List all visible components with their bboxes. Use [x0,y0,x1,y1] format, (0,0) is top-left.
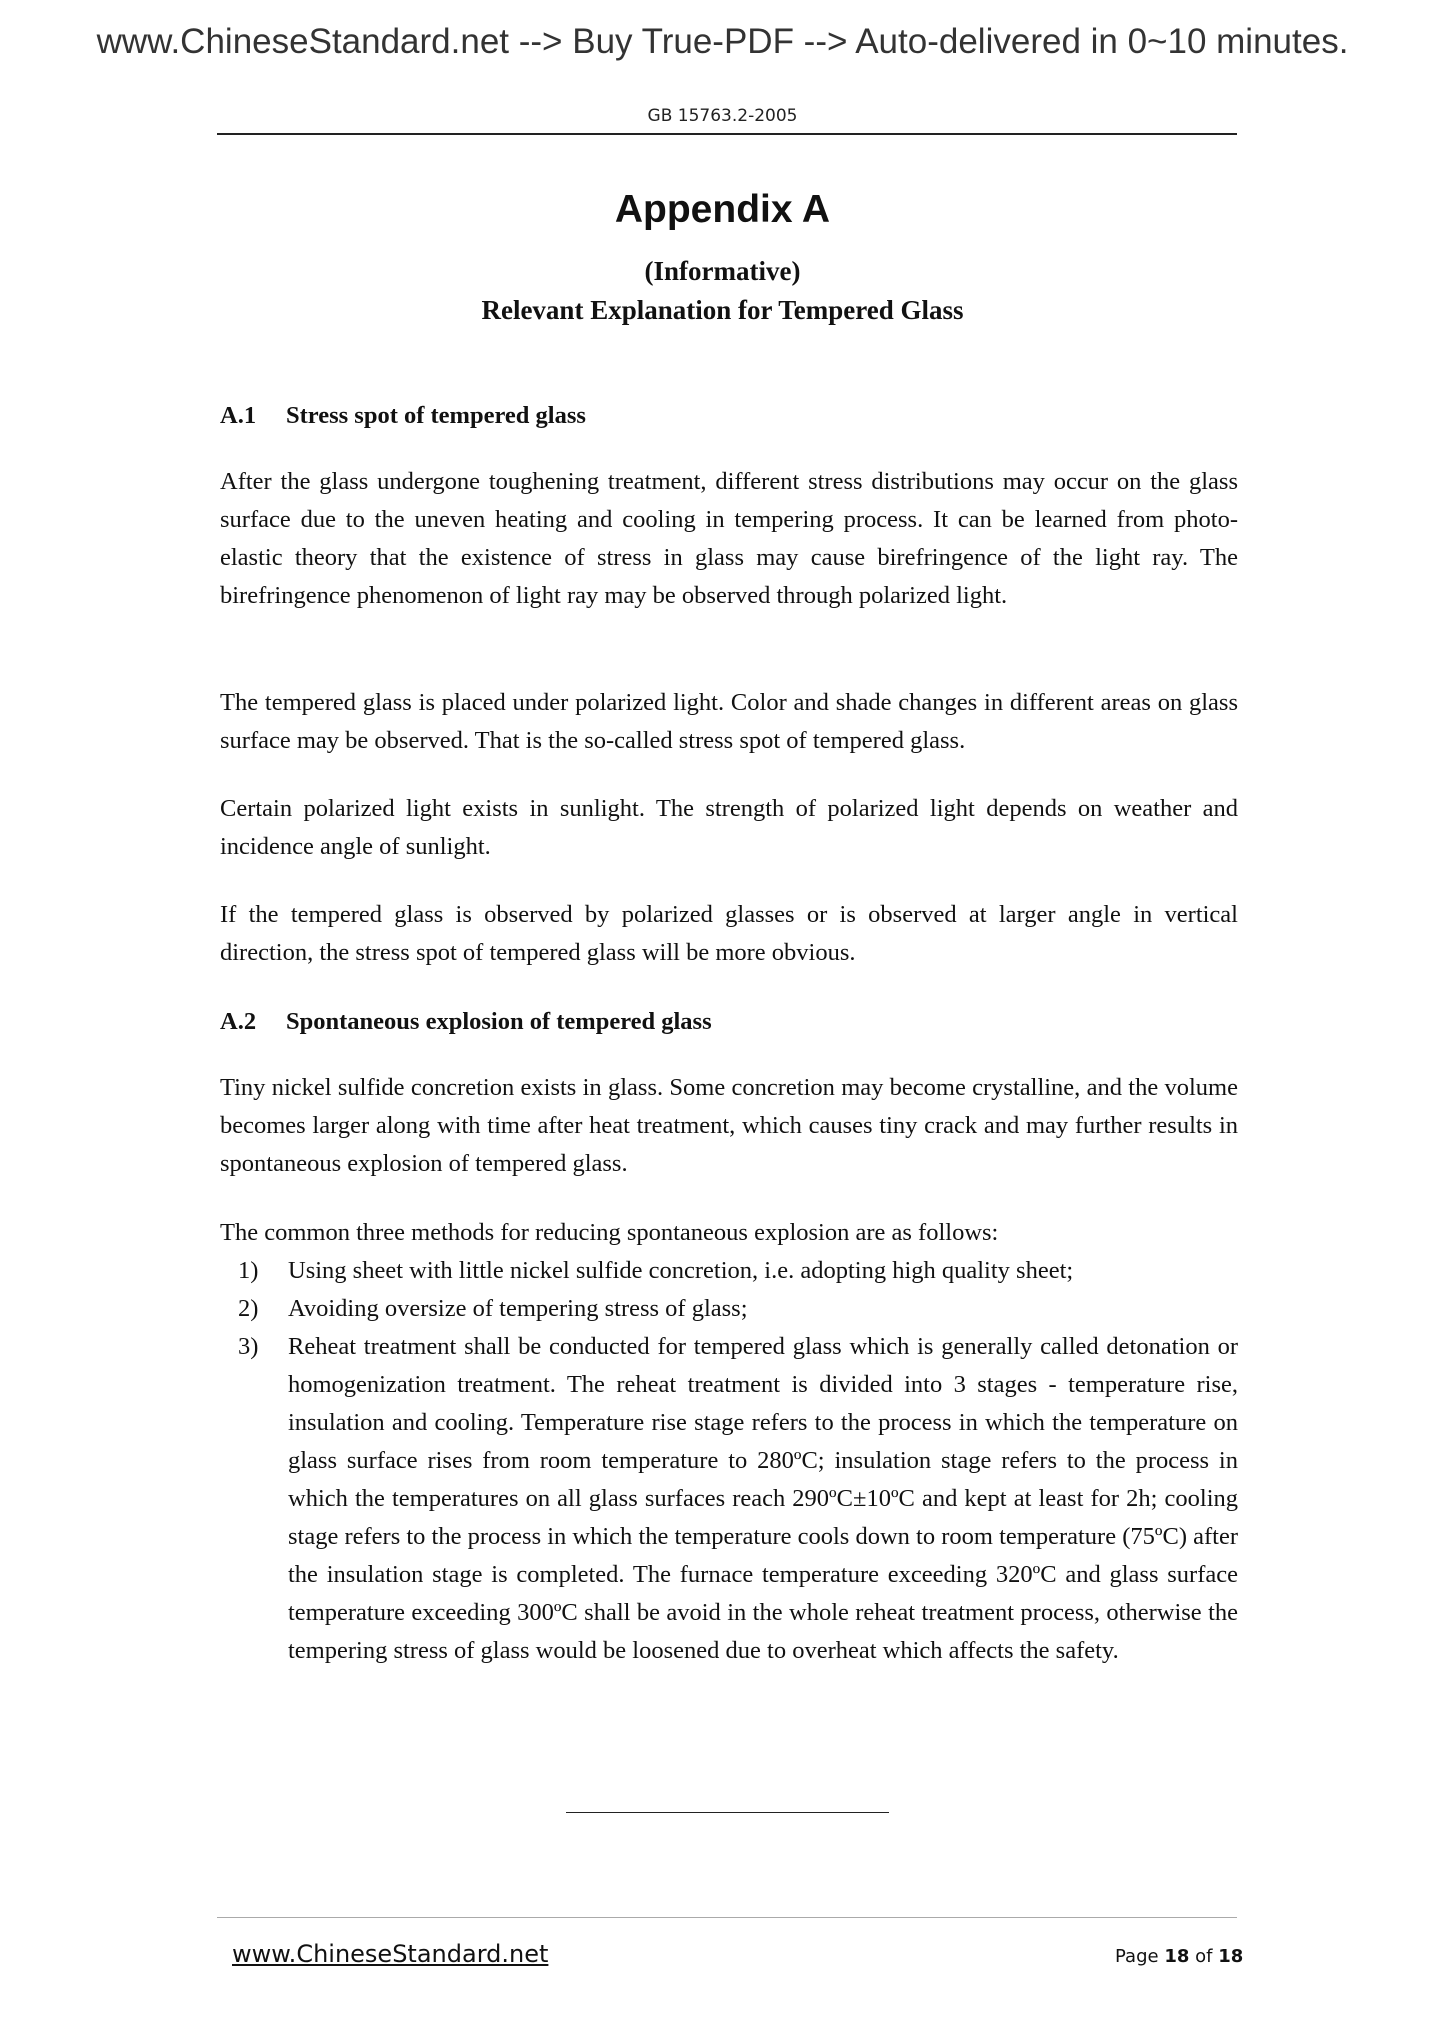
page-total: 18 [1218,1946,1244,1967]
end-of-document-line [566,1812,889,1813]
header-divider [217,133,1237,135]
section-title: Spontaneous explosion of tempered glass [286,1008,712,1035]
page-of: of [1195,1946,1213,1967]
appendix-name: Relevant Explanation for Tempered Glass [481,295,964,325]
list-item-number: 3) [238,1333,259,1360]
section-title: Stress spot of tempered glass [286,402,586,429]
appendix-subtitle: (Informative) [644,256,801,286]
paragraph: The tempered glass is placed under polarized light. Color and shade changes in different areas on glass surface may be observed. That is the so-called stress spot of tempered glass. [220,689,1238,754]
page-label: Page [1115,1946,1159,1967]
footer-divider [217,1917,1237,1918]
footer-website-link[interactable]: www.ChineseStandard.net [232,1940,549,1968]
list-item-text: Reheat treatment shall be conducted for tempered glass which is generally called detonation or homogenization treatment. The reheat treatment is divided into 3 stages - temperature rise, insulation and cooling. Temperature rise stage refers to the process in which the temperature on glass surface rises from room temperature to 280ºC; insulation stage refers to the process in which the temperatures on all glass surfaces reach 290ºC±10ºC and kept at least for 2h; cooling stage refers to the process in which the temperature cools down to room temperature (75ºC) after the insulation stage is completed. The furnace temperature exceeding 320ºC and glass surface temperature exceeding 300ºC shall be avoid in the whole reheat treatment process, otherwise the tempering stress of glass would be loosened due to overheat which affects the safety. [288,1333,1238,1664]
list-item-text: Avoiding oversize of tempering stress of glass; [288,1295,748,1322]
list-item-text: Using sheet with little nickel sulfide concretion, i.e. adopting high quality sheet; [288,1257,1074,1284]
list-item [220,1328,1238,1670]
page-number [1115,1946,1243,1967]
section-number: A.2 [220,1008,257,1035]
section-heading-a2 [220,1003,712,1041]
list-item-number: 1) [238,1257,259,1284]
list-item [220,1290,1238,1328]
header-banner[interactable]: www.ChineseStandard.net --> Buy True-PDF --> Auto-delivered in 0~10 minutes. [96,22,1349,61]
paragraph: Tiny nickel sulfide concretion exists in glass. Some concretion may become crystalline, and the volume becomes larger along with time after heat treatment, which causes tiny crack and may further results in spontaneous explosion of tempered glass. [220,1074,1238,1177]
list-intro: The common three methods for reducing spontaneous explosion are as follows: [220,1219,999,1246]
paragraph: Certain polarized light exists in sunlight. The strength of polarized light depends on weather and incidence angle of sunlight. [220,795,1238,860]
section-heading-a1 [220,397,586,435]
methods-list [220,1214,1238,1670]
list-item-number: 2) [238,1295,259,1322]
document-id: GB 15763.2-2005 [647,106,798,126]
page-current: 18 [1164,1946,1190,1967]
paragraph: If the tempered glass is observed by polarized glasses or is observed at larger angle in vertical direction, the stress spot of tempered glass will be more obvious. [220,901,1238,966]
list-item [220,1252,1238,1290]
appendix-title: Appendix A [614,188,831,231]
section-number: A.1 [220,402,257,429]
paragraph: After the glass undergone toughening treatment, different stress distributions may occur on the glass surface due to the uneven heating and cooling in tempering process. It can be learned from photo-elastic theory that the existence of stress in glass may cause birefringence of the light ray. The birefringence phenomenon of light ray may be observed through polarized light. [220,468,1238,609]
